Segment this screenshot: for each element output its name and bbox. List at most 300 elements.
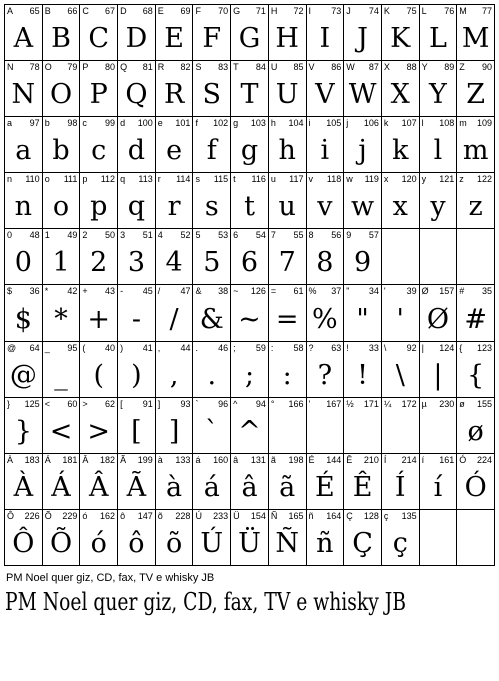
glyph-char-label: * bbox=[44, 286, 49, 297]
glyph-char-label: @ bbox=[7, 342, 17, 353]
glyph-cell bbox=[344, 285, 382, 341]
glyph-sample: a bbox=[15, 135, 32, 167]
glyph-code-label: 135 bbox=[401, 510, 417, 521]
glyph-code-label: 84 bbox=[255, 62, 266, 73]
glyph-code-label: 63 bbox=[331, 342, 342, 353]
glyph-sample: N bbox=[11, 79, 36, 111]
glyph-cell bbox=[193, 5, 231, 61]
glyph-label bbox=[120, 230, 153, 241]
glyph-grid bbox=[4, 4, 495, 566]
glyph-code-label: 65 bbox=[29, 6, 40, 16]
glyph-sample: Y bbox=[429, 79, 447, 111]
glyph-sample: f bbox=[206, 135, 217, 167]
glyph-cell bbox=[457, 173, 495, 229]
glyph-sample: B bbox=[51, 23, 71, 55]
glyph-cell bbox=[344, 510, 382, 566]
glyph-sample: y bbox=[430, 191, 446, 223]
glyph-label bbox=[158, 286, 191, 297]
glyph-cell bbox=[43, 229, 81, 285]
glyph-sample: S bbox=[202, 79, 222, 111]
glyph-code-label: 131 bbox=[250, 454, 266, 465]
glyph-code-label: 109 bbox=[476, 118, 492, 129]
glyph-sample: o bbox=[52, 191, 70, 223]
glyph-char-label: K bbox=[383, 6, 390, 16]
glyph-label bbox=[120, 174, 153, 185]
glyph-code-label: 115 bbox=[213, 174, 229, 185]
glyph-code-label: 165 bbox=[288, 510, 304, 521]
glyph-cell bbox=[193, 285, 231, 341]
glyph-char-label: \ bbox=[383, 342, 387, 353]
glyph-sample: ã bbox=[279, 471, 296, 503]
glyph-label bbox=[459, 455, 492, 466]
glyph-label bbox=[271, 511, 304, 522]
glyph-char-label: " bbox=[346, 286, 350, 297]
glyph-cell bbox=[156, 454, 194, 510]
glyph-cell bbox=[344, 398, 382, 454]
glyph-label bbox=[45, 399, 78, 410]
glyph-label bbox=[271, 174, 304, 185]
glyph-label bbox=[346, 286, 379, 297]
glyph-char-label: + bbox=[82, 286, 88, 297]
glyph-char-label: y bbox=[421, 174, 427, 185]
glyph-code-label: 35 bbox=[481, 286, 492, 297]
glyph-label bbox=[45, 230, 78, 241]
glyph-code-label: 61 bbox=[293, 286, 304, 297]
glyph-char-label: v bbox=[308, 174, 314, 185]
glyph-cell bbox=[231, 285, 269, 341]
glyph-label bbox=[346, 343, 379, 354]
glyph-sample: " bbox=[356, 303, 369, 335]
glyph-sample: / bbox=[169, 303, 179, 335]
glyph-char-label: , bbox=[157, 342, 161, 353]
glyph-label bbox=[422, 511, 455, 522]
glyph-cell bbox=[156, 5, 194, 61]
glyph-label bbox=[82, 511, 115, 522]
glyph-code-label: 183 bbox=[24, 454, 40, 465]
glyph-label bbox=[346, 399, 379, 410]
glyph-char-label: 7 bbox=[270, 230, 276, 241]
glyph-char-label: m bbox=[459, 118, 467, 129]
glyph-cell bbox=[382, 229, 420, 285]
glyph-label bbox=[271, 286, 304, 297]
glyph-cell bbox=[5, 173, 43, 229]
glyph-code-label: 88 bbox=[406, 62, 417, 73]
glyph-cell bbox=[118, 285, 156, 341]
glyph-code-label: 128 bbox=[363, 510, 379, 521]
glyph-sample: r bbox=[167, 191, 181, 223]
glyph-char-label: ( bbox=[82, 342, 86, 353]
glyph-char-label: : bbox=[270, 342, 274, 353]
glyph-char-label: M bbox=[459, 6, 467, 16]
glyph-code-label: 48 bbox=[29, 230, 40, 241]
glyph-char-label: 3 bbox=[120, 230, 126, 241]
glyph-sample: L bbox=[428, 23, 447, 55]
glyph-cell bbox=[80, 510, 118, 566]
glyph-sample: Ê bbox=[352, 471, 373, 503]
glyph-char-label: ô bbox=[120, 510, 126, 521]
glyph-cell bbox=[420, 5, 458, 61]
glyph-cell bbox=[193, 61, 231, 117]
glyph-char-label: r bbox=[157, 174, 161, 185]
glyph-code-label: 133 bbox=[175, 454, 191, 465]
glyph-cell bbox=[156, 398, 194, 454]
glyph-label bbox=[233, 6, 266, 17]
glyph-sample: [ bbox=[131, 415, 142, 447]
glyph-char-label: 9 bbox=[346, 230, 352, 241]
glyph-sample: ) bbox=[131, 359, 142, 391]
glyph-code-label: 76 bbox=[444, 6, 455, 16]
glyph-cell bbox=[457, 342, 495, 398]
glyph-char-label: É bbox=[308, 454, 315, 465]
glyph-code-label: 229 bbox=[62, 510, 78, 521]
glyph-label bbox=[195, 174, 228, 185]
glyph-label bbox=[309, 230, 342, 241]
glyph-cell bbox=[457, 510, 495, 566]
glyph-cell bbox=[80, 285, 118, 341]
glyph-cell bbox=[231, 342, 269, 398]
glyph-cell bbox=[156, 229, 194, 285]
glyph-char-label: ñ bbox=[308, 510, 314, 521]
glyph-cell bbox=[307, 454, 345, 510]
glyph-sample: 7 bbox=[278, 247, 296, 279]
glyph-sample: ] bbox=[168, 415, 180, 447]
glyph-sample: k bbox=[392, 135, 409, 167]
glyph-sample: Õ bbox=[49, 527, 73, 559]
glyph-cell bbox=[344, 342, 382, 398]
glyph-char-label: 1 bbox=[44, 230, 50, 241]
glyph-sample: c bbox=[91, 135, 107, 167]
glyph-sample: z bbox=[468, 191, 483, 223]
glyph-cell bbox=[80, 454, 118, 510]
glyph-cell bbox=[420, 342, 458, 398]
glyph-code-label: 89 bbox=[444, 62, 455, 73]
glyph-cell bbox=[344, 229, 382, 285]
glyph-cell bbox=[231, 454, 269, 510]
glyph-sample: Ã bbox=[126, 471, 147, 503]
glyph-sample: @ bbox=[9, 359, 37, 391]
glyph-code-label: 198 bbox=[288, 454, 304, 465]
glyph-cell bbox=[193, 398, 231, 454]
glyph-sample bbox=[344, 412, 381, 451]
glyph-char-label: 5 bbox=[195, 230, 201, 241]
glyph-cell bbox=[231, 61, 269, 117]
glyph-cell bbox=[43, 117, 81, 173]
glyph-cell bbox=[420, 285, 458, 341]
glyph-char-label: â bbox=[233, 454, 239, 465]
glyph-sample: ' bbox=[396, 303, 404, 335]
glyph-code-label: 164 bbox=[326, 510, 342, 521]
glyph-char-label: > bbox=[82, 398, 88, 409]
glyph-cell bbox=[269, 61, 307, 117]
glyph-label bbox=[422, 118, 455, 129]
glyph-sample: = bbox=[275, 303, 299, 335]
glyph-sample: i bbox=[320, 135, 330, 167]
glyph-sample: ñ bbox=[316, 527, 334, 559]
glyph-code-label: 155 bbox=[476, 398, 492, 409]
glyph-code-label: 80 bbox=[105, 62, 116, 73]
glyph-label bbox=[158, 399, 191, 410]
glyph-sample: w bbox=[351, 191, 375, 223]
glyph-code-label: 118 bbox=[326, 174, 342, 185]
glyph-label bbox=[195, 62, 228, 73]
glyph-cell bbox=[193, 510, 231, 566]
glyph-sample: â bbox=[241, 471, 258, 503]
glyph-code-label: 171 bbox=[363, 398, 379, 409]
glyph-label bbox=[309, 286, 342, 297]
glyph-cell bbox=[80, 61, 118, 117]
glyph-cell bbox=[43, 173, 81, 229]
glyph-cell bbox=[193, 117, 231, 173]
glyph-code-label: 78 bbox=[29, 62, 40, 73]
glyph-label bbox=[422, 399, 455, 410]
glyph-label bbox=[7, 399, 40, 410]
glyph-code-label: 49 bbox=[67, 230, 78, 241]
glyph-char-label: 6 bbox=[233, 230, 239, 241]
glyph-cell bbox=[118, 229, 156, 285]
glyph-cell bbox=[80, 398, 118, 454]
glyph-sample: Â bbox=[88, 471, 109, 503]
glyph-label bbox=[195, 230, 228, 241]
glyph-sample: à bbox=[166, 471, 183, 503]
glyph-char-label: . bbox=[195, 342, 198, 353]
glyph-label bbox=[120, 343, 153, 354]
glyph-sample: R bbox=[163, 79, 185, 111]
glyph-char-label: k bbox=[383, 118, 389, 129]
glyph-label bbox=[233, 118, 266, 129]
glyph-cell bbox=[420, 398, 458, 454]
glyph-code-label: 45 bbox=[142, 286, 153, 297]
glyph-sample: 9 bbox=[353, 247, 372, 279]
glyph-code-label: 59 bbox=[255, 342, 266, 353]
glyph-code-label: 161 bbox=[439, 454, 455, 465]
glyph-sample: Ñ bbox=[275, 527, 299, 559]
glyph-label bbox=[7, 118, 40, 129]
glyph-code-label: 62 bbox=[105, 398, 116, 409]
glyph-code-label: 82 bbox=[180, 62, 191, 73]
glyph-sample: > bbox=[87, 415, 111, 447]
glyph-char-label: à bbox=[157, 454, 163, 465]
glyph-cell bbox=[118, 454, 156, 510]
glyph-label bbox=[233, 62, 266, 73]
glyph-char-label: O bbox=[44, 62, 52, 73]
glyph-char-label: j bbox=[346, 118, 349, 129]
glyph-char-label: g bbox=[233, 118, 239, 129]
glyph-label bbox=[422, 286, 455, 297]
glyph-sample: É bbox=[315, 471, 335, 503]
glyph-char-label: À bbox=[7, 454, 14, 465]
glyph-code-label: 214 bbox=[401, 454, 417, 465]
glyph-cell bbox=[5, 5, 43, 61]
glyph-code-label: 157 bbox=[439, 286, 455, 297]
glyph-char-label: Á bbox=[44, 454, 51, 465]
glyph-label bbox=[120, 286, 153, 297]
glyph-label bbox=[309, 343, 342, 354]
glyph-char-label: ` bbox=[195, 398, 199, 409]
glyph-sample: Á bbox=[51, 471, 71, 503]
glyph-label bbox=[120, 511, 153, 522]
glyph-sample bbox=[420, 524, 457, 563]
glyph-cell bbox=[344, 173, 382, 229]
glyph-sample: 0 bbox=[14, 247, 32, 279]
glyph-sample: < bbox=[49, 415, 73, 447]
glyph-label bbox=[346, 455, 379, 466]
glyph-char-label: S bbox=[195, 62, 202, 73]
glyph-label bbox=[384, 62, 417, 73]
glyph-label bbox=[422, 174, 455, 185]
glyph-code-label: 105 bbox=[326, 118, 342, 129]
glyph-label bbox=[384, 511, 417, 522]
glyph-sample: | bbox=[433, 359, 443, 391]
glyph-sample: Ø bbox=[426, 303, 450, 335]
glyph-label bbox=[45, 118, 78, 129]
glyph-label bbox=[309, 174, 342, 185]
glyph-label bbox=[271, 118, 304, 129]
glyph-sample: A bbox=[13, 23, 34, 55]
glyph-label bbox=[459, 230, 492, 241]
glyph-code-label: 92 bbox=[406, 342, 417, 353]
glyph-cell bbox=[382, 454, 420, 510]
glyph-cell bbox=[118, 510, 156, 566]
glyph-label bbox=[7, 343, 40, 354]
glyph-cell bbox=[457, 117, 495, 173]
glyph-cell bbox=[43, 61, 81, 117]
glyph-char-label: G bbox=[233, 6, 241, 16]
glyph-code-label: 86 bbox=[331, 62, 342, 73]
glyph-label bbox=[120, 399, 153, 410]
glyph-code-label: 120 bbox=[401, 174, 417, 185]
glyph-char-label: N bbox=[7, 62, 14, 73]
glyph-label bbox=[233, 286, 266, 297]
glyph-cell bbox=[5, 229, 43, 285]
glyph-label bbox=[459, 286, 492, 297]
glyph-char-label: n bbox=[7, 174, 13, 185]
glyph-char-label: i bbox=[308, 118, 311, 129]
glyph-label bbox=[195, 343, 228, 354]
glyph-code-label: 90 bbox=[481, 62, 492, 73]
glyph-cell bbox=[457, 5, 495, 61]
glyph-char-label: e bbox=[157, 118, 163, 129]
glyph-cell bbox=[5, 454, 43, 510]
glyph-code-label: 96 bbox=[218, 398, 229, 409]
glyph-label bbox=[233, 343, 266, 354]
glyph-cell bbox=[231, 398, 269, 454]
glyph-cell bbox=[43, 510, 81, 566]
glyph-char-label: ' bbox=[383, 286, 386, 297]
glyph-label bbox=[158, 511, 191, 522]
glyph-label bbox=[82, 62, 115, 73]
glyph-char-label: ^ bbox=[233, 398, 238, 409]
glyph-char-label: ) bbox=[120, 342, 124, 353]
glyph-code-label: 230 bbox=[439, 398, 455, 409]
glyph-code-label: 106 bbox=[363, 118, 379, 129]
glyph-char-label: Ã bbox=[120, 454, 127, 465]
glyph-sample: C bbox=[88, 23, 110, 55]
glyph-code-label: 113 bbox=[138, 174, 153, 185]
glyph-cell bbox=[80, 117, 118, 173]
glyph-sample: ` bbox=[205, 415, 219, 447]
glyph-char-label: w bbox=[346, 174, 353, 185]
glyph-cell bbox=[382, 173, 420, 229]
glyph-label bbox=[384, 174, 417, 185]
glyph-sample: + bbox=[87, 303, 111, 335]
glyph-char-label: A bbox=[7, 6, 14, 16]
glyph-sample: b bbox=[52, 135, 70, 167]
glyph-code-label: 50 bbox=[105, 230, 116, 241]
glyph-code-label: 37 bbox=[331, 286, 342, 297]
glyph-cell bbox=[307, 229, 345, 285]
glyph-sample: 2 bbox=[90, 247, 108, 279]
glyph-char-label: ? bbox=[308, 342, 314, 353]
glyph-sample: * bbox=[54, 303, 68, 335]
glyph-cell bbox=[118, 117, 156, 173]
glyph-code-label: 181 bbox=[62, 454, 78, 465]
glyph-code-label: 104 bbox=[288, 118, 304, 129]
glyph-sample bbox=[457, 524, 494, 563]
glyph-char-label: ó bbox=[82, 510, 88, 521]
glyph-label bbox=[7, 6, 40, 17]
glyph-code-label: 54 bbox=[255, 230, 266, 241]
glyph-char-label: F bbox=[195, 6, 201, 16]
glyph-label bbox=[346, 511, 379, 522]
glyph-code-label: 154 bbox=[250, 510, 266, 521]
glyph-label bbox=[45, 455, 78, 466]
glyph-char-label: Z bbox=[459, 62, 465, 73]
glyph-sample: u bbox=[278, 191, 296, 223]
glyph-cell bbox=[80, 5, 118, 61]
glyph-code-label: 72 bbox=[293, 6, 304, 16]
glyph-char-label: B bbox=[44, 6, 51, 16]
glyph-cell bbox=[269, 229, 307, 285]
glyph-code-label: 57 bbox=[368, 230, 379, 241]
glyph-label bbox=[346, 230, 379, 241]
glyph-sample bbox=[420, 243, 457, 282]
glyph-cell bbox=[269, 173, 307, 229]
glyph-label bbox=[195, 511, 228, 522]
glyph-char-label: 8 bbox=[308, 230, 314, 241]
glyph-char-label: x bbox=[383, 174, 389, 185]
glyph-sample: ø bbox=[467, 415, 484, 447]
glyph-sample: ô bbox=[128, 527, 145, 559]
glyph-char-label: o bbox=[44, 174, 50, 185]
glyph-label bbox=[346, 174, 379, 185]
glyph-char-label: C bbox=[82, 6, 89, 16]
glyph-sample: ó bbox=[90, 527, 107, 559]
glyph-cell bbox=[156, 285, 194, 341]
glyph-cell bbox=[156, 173, 194, 229]
glyph-sample: ^ bbox=[238, 415, 261, 447]
glyph-cell bbox=[5, 285, 43, 341]
glyph-code-label: 122 bbox=[476, 174, 492, 185]
glyph-sample: _ bbox=[54, 359, 68, 391]
glyph-sample: J bbox=[357, 23, 368, 55]
glyph-sample: U bbox=[275, 79, 299, 111]
glyph-sample: À bbox=[13, 471, 34, 503]
glyph-label bbox=[158, 230, 191, 241]
glyph-cell bbox=[420, 229, 458, 285]
glyph-label bbox=[45, 343, 78, 354]
glyph-code-label: 46 bbox=[218, 342, 229, 353]
glyph-sample: 5 bbox=[203, 247, 221, 279]
glyph-sample: í bbox=[433, 471, 443, 503]
glyph-code-label: 91 bbox=[142, 398, 153, 409]
glyph-label bbox=[309, 511, 342, 522]
glyph-cell bbox=[118, 342, 156, 398]
glyph-label bbox=[346, 118, 379, 129]
glyph-code-label: 147 bbox=[137, 510, 153, 521]
glyph-cell bbox=[43, 398, 81, 454]
glyph-label bbox=[459, 511, 492, 522]
glyph-label bbox=[195, 286, 228, 297]
